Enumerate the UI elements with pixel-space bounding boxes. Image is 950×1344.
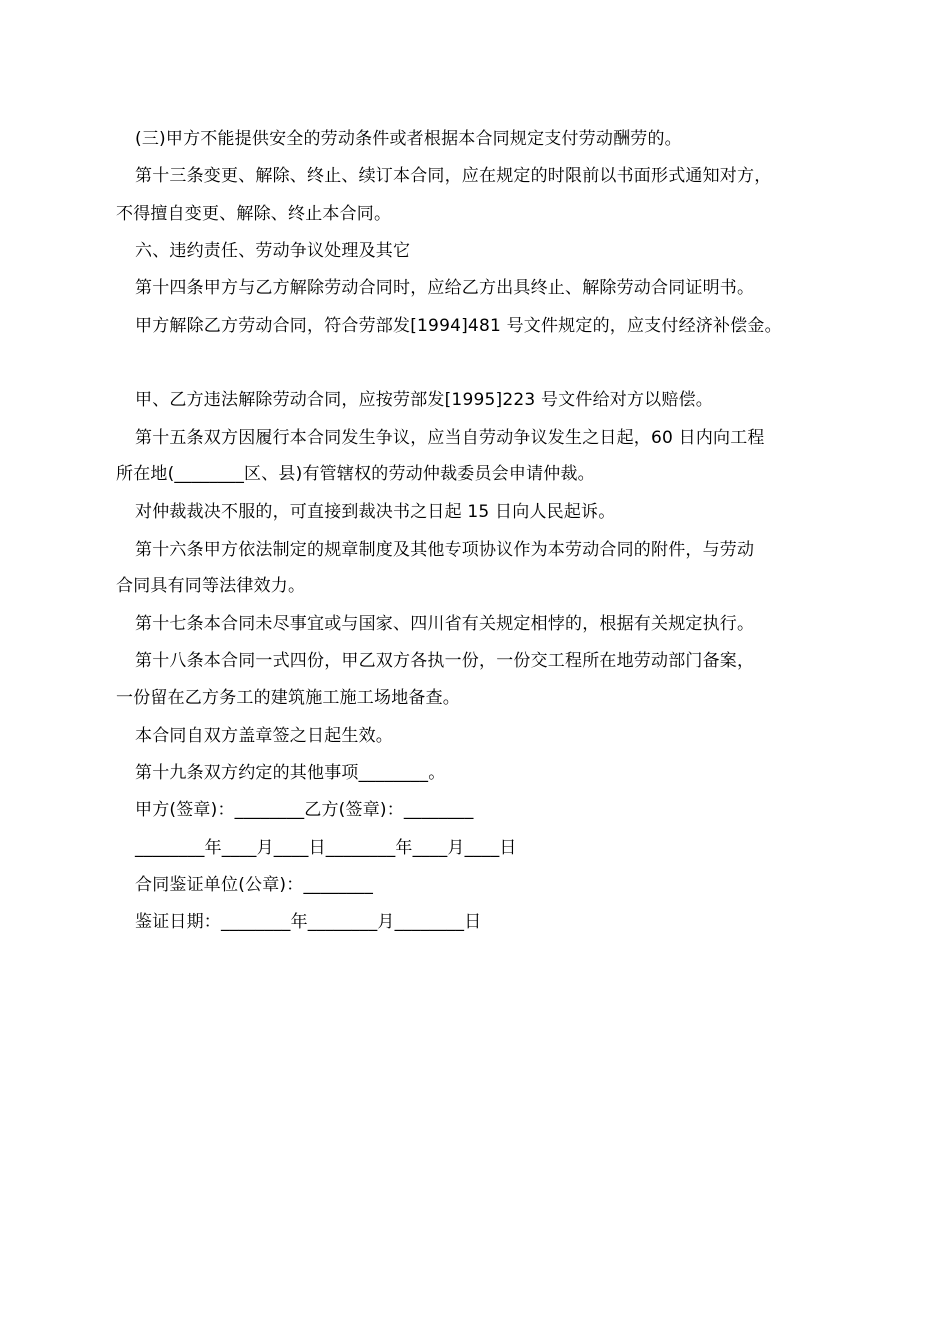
clause-15-line-1: 第十五条双方因履行本合同发生争议，应当自劳动争议发生之日起，60 日内向工程: [135, 428, 765, 448]
clause-17: 第十七条本合同未尽事宜或与国家、四川省有关规定相悖的，根据有关规定执行。: [135, 614, 755, 634]
clause-18-line-2: 一份留在乙方务工的建筑施工施工场地备查。: [116, 688, 460, 708]
clause-12-item-3: (三)甲方不能提供安全的劳动条件或者根据本合同规定支付劳动酬劳的。: [135, 129, 682, 149]
clause-14: 第十四条甲方与乙方解除劳动合同时，应给乙方出具终止、解除劳动合同证明书。: [135, 278, 755, 298]
clause-19: 第十九条双方约定的其他事项________。: [135, 763, 446, 783]
clause-13-line-2: 不得擅自变更、解除、终止本合同。: [116, 204, 392, 224]
clause-15-line-2: 所在地(________区、县)有管辖权的劳动仲裁委员会申请仲裁。: [116, 464, 595, 484]
verification-unit-line: 合同鉴证单位(公章)：________: [135, 875, 374, 895]
termination-compensation: 甲方解除乙方劳动合同，符合劳部发[1994]481 号文件规定的，应支付经济补偿金。: [135, 316, 782, 336]
clause-18-line-1: 第十八条本合同一式四份，甲乙双方各执一份，一份交工程所在地劳动部门备案，: [135, 651, 755, 671]
clause-16-line-1: 第十六条甲方依法制定的规章制度及其他专项协议作为本劳动合同的附件，与劳动: [135, 540, 755, 560]
clause-13-line-1: 第十三条变更、解除、终止、续订本合同，应在规定的时限前以书面形式通知对方，: [135, 166, 772, 186]
illegal-termination-compensation: 甲、乙方违法解除劳动合同，应按劳部发[1995]223 号文件给对方以赔偿。: [135, 390, 713, 410]
verification-date-line: 鉴证日期：________年________月________日: [135, 912, 482, 932]
clause-16-line-2: 合同具有同等法律效力。: [116, 576, 306, 596]
lawsuit-provision: 对仲裁裁决不服的，可直接到裁决书之日起 15 日向人民起诉。: [135, 502, 616, 522]
signature-date-line: ________年____月____日________年____月____日: [135, 838, 517, 858]
section-6-heading: 六、违约责任、劳动争议处理及其它: [135, 241, 411, 261]
effective-date-clause: 本合同自双方盖章签之日起生效。: [135, 726, 393, 746]
signature-line: 甲方(签章)：________乙方(签章)：________: [135, 800, 474, 820]
